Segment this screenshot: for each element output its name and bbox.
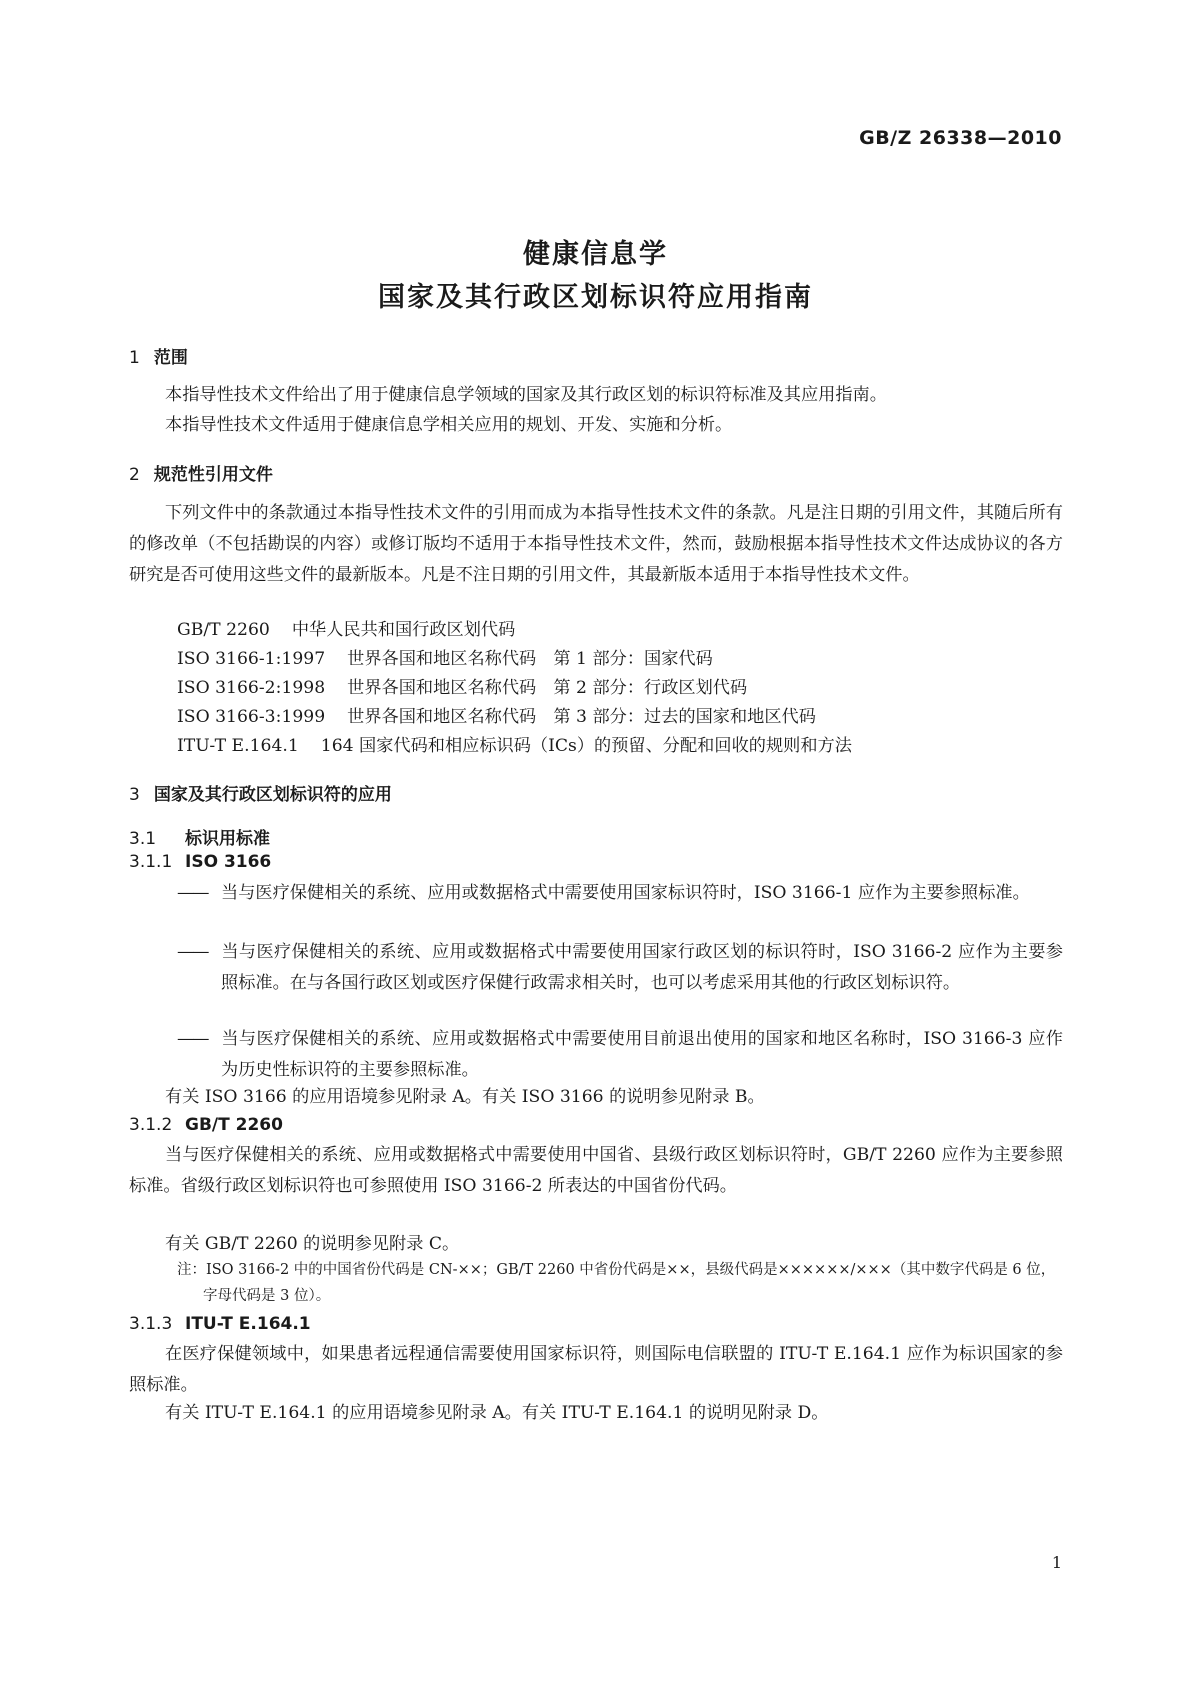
reference-title: 世界各国和地区名称代码 第 3 部分：过去的国家和地区代码 bbox=[347, 707, 816, 727]
annex-reference: 有关 ISO 3166 的应用语境参见附录 A。有关 ISO 3166 的说明参见附录 B。 bbox=[165, 1087, 765, 1107]
section-number: 3 bbox=[129, 785, 140, 805]
reference-item bbox=[177, 673, 747, 704]
reference-code: ITU-T E.164.1 bbox=[177, 736, 299, 756]
reference-item bbox=[177, 731, 852, 762]
section-number: 3.1.1 bbox=[129, 852, 173, 872]
reference-title: 世界各国和地区名称代码 第 1 部分：国家代码 bbox=[347, 649, 713, 669]
paragraph: 本指导性技术文件适用于健康信息学相关应用的规划、开发、实施和分析。 bbox=[165, 415, 733, 435]
standard-code: GB/Z 26338—2010 bbox=[859, 127, 1062, 149]
paragraph: 本指导性技术文件给出了用于健康信息学领域的国家及其行政区划的标识符标准及其应用指南。 bbox=[165, 385, 887, 405]
reference-code: GB/T 2260 bbox=[177, 620, 270, 640]
page-number: 1 bbox=[1051, 1553, 1062, 1572]
section-3-1-2-heading bbox=[129, 1115, 283, 1135]
document-title-line1: 健康信息学 bbox=[523, 239, 668, 270]
section-title: 范围 bbox=[153, 348, 188, 368]
paragraph: 下列文件中的条款通过本指导性技术文件的引用而成为本指导性技术文件的条款。凡是注日期的引用文件，其随后所有的修改单（不包括勘误的内容）或修订版均不适用于本指导性技术文件，然而，鼓励根据本指导性技术文件达成协议的各方研究是否可使用这些文件的最新版本。凡是不注日期的引用文件，其最新版本适用于本指导性技术文件。 bbox=[129, 503, 1063, 585]
section-number: 3.1.2 bbox=[129, 1115, 173, 1135]
reference-title: 中华人民共和国行政区划代码 bbox=[291, 620, 516, 640]
section-title: ISO 3166 bbox=[185, 852, 272, 872]
section-number: 3.1.3 bbox=[129, 1314, 173, 1334]
section-2-heading bbox=[129, 460, 273, 485]
dash-list-item bbox=[177, 937, 1063, 999]
reference-item bbox=[177, 615, 515, 646]
paragraph: 当与医疗保健相关的系统、应用或数据格式中需要使用中国省、县级行政区划标识符时，GB/T 2260 应作为主要参照标准。省级行政区划标识符也可参照使用 ISO 3166-2 所表达的中国省份代码。 bbox=[129, 1145, 1063, 1196]
section-number: 3.1 bbox=[129, 829, 157, 849]
section-title: GB/T 2260 bbox=[185, 1115, 283, 1135]
section-number: 1 bbox=[129, 348, 140, 368]
dash-list-item bbox=[177, 1024, 1063, 1086]
note: 注：ISO 3166-2 中的中国省份代码是 CN-××；GB/T 2260 中省份代码是××，县级代码是××××××/×××（其中数字代码是 6 位，字母代码是 3 位）。 bbox=[177, 1262, 1056, 1304]
section-title: 标识用标准 bbox=[185, 829, 270, 849]
section-3-1-3-heading bbox=[129, 1314, 311, 1334]
section-1-heading bbox=[129, 343, 188, 368]
annex-reference: 有关 GB/T 2260 的说明参见附录 C。 bbox=[165, 1234, 460, 1254]
reference-title: 世界各国和地区名称代码 第 2 部分：行政区划代码 bbox=[347, 678, 748, 698]
reference-code: ISO 3166-2:1998 bbox=[177, 678, 326, 698]
reference-title: 164 国家代码和相应标识码（ICs）的预留、分配和回收的规则和方法 bbox=[320, 736, 852, 756]
annex-reference: 有关 ITU-T E.164.1 的应用语境参见附录 A。有关 ITU-T E.164.1 的说明见附录 D。 bbox=[165, 1403, 829, 1423]
section-title: 规范性引用文件 bbox=[153, 465, 273, 485]
section-number: 2 bbox=[129, 465, 140, 485]
dash-list-item bbox=[177, 878, 1063, 909]
dash-marker: —— bbox=[177, 942, 208, 962]
section-3-1-heading bbox=[129, 824, 270, 849]
reference-code: ISO 3166-1:1997 bbox=[177, 649, 326, 669]
reference-item bbox=[177, 644, 713, 675]
dash-marker: —— bbox=[177, 1029, 208, 1049]
section-title: ITU-T E.164.1 bbox=[185, 1314, 311, 1334]
dash-item-text: 当与医疗保健相关的系统、应用或数据格式中需要使用国家标识符时，ISO 3166-1 应作为主要参照标准。 bbox=[221, 883, 1030, 903]
paragraph: 在医疗保健领域中，如果患者远程通信需要使用国家标识符，则国际电信联盟的 ITU-T E.164.1 应作为标识国家的参照标准。 bbox=[129, 1344, 1063, 1395]
reference-item bbox=[177, 702, 816, 733]
document-title-line2: 国家及其行政区划标识符应用指南 bbox=[378, 282, 813, 313]
section-title: 国家及其行政区划标识符的应用 bbox=[153, 785, 392, 805]
dash-item-text: 当与医疗保健相关的系统、应用或数据格式中需要使用国家行政区划的标识符时，ISO 3166-2 应作为主要参照标准。在与各国行政区划或医疗保健行政需求相关时，也可以考虑采用其他的行政区划标识符。 bbox=[221, 942, 1063, 993]
reference-code: ISO 3166-3:1999 bbox=[177, 707, 326, 727]
dash-item-text: 当与医疗保健相关的系统、应用或数据格式中需要使用目前退出使用的国家和地区名称时，ISO 3166-3 应作为历史性标识符的主要参照标准。 bbox=[221, 1029, 1063, 1080]
section-3-1-1-heading bbox=[129, 852, 271, 872]
dash-marker: —— bbox=[177, 883, 208, 903]
section-3-heading bbox=[129, 780, 392, 805]
